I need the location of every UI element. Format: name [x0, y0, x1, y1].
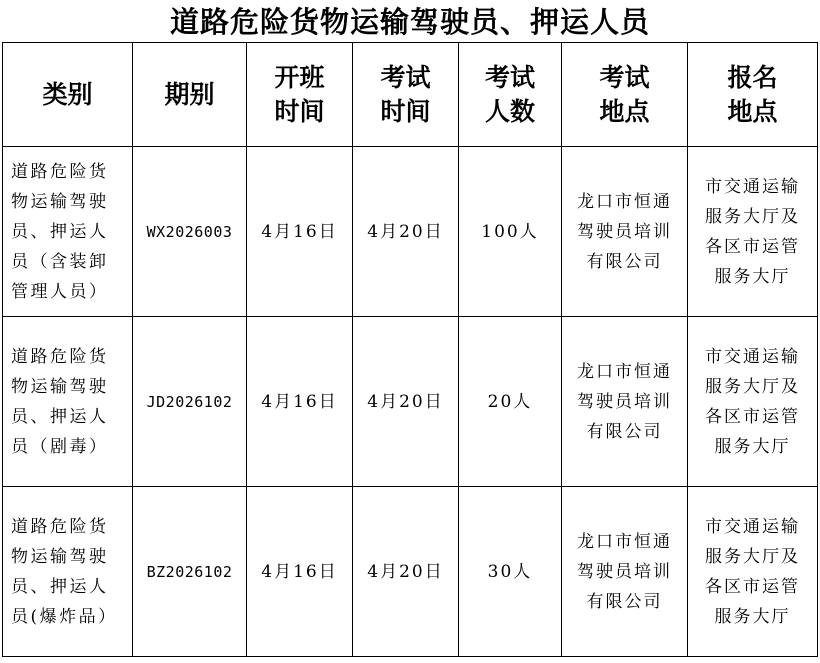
exam-count-cell: 100人	[459, 147, 562, 317]
period-cell: BZ2026102	[133, 487, 247, 657]
registration-place-cell: 市交通运输 服务大厅及 各区市运管 服务大厅	[688, 317, 818, 487]
start-time-cell: 4月16日	[247, 317, 353, 487]
table-row	[3, 147, 818, 317]
registration-place-cell: 市交通运输 服务大厅及 各区市运管 服务大厅	[688, 487, 818, 657]
page-title: 道路危险货物运输驾驶员、押运人员	[169, 5, 650, 39]
header-registration-place: 报名 地点	[688, 43, 818, 147]
exam-count-cell: 30人	[459, 487, 562, 657]
exam-place-cell: 龙口市恒通 驾驶员培训 有限公司	[562, 147, 688, 317]
table-row	[3, 487, 818, 657]
exam-count-cell: 20人	[459, 317, 562, 487]
category-cell: 道路危险货 物运输驾驶 员、押运人 员（含装卸 管理人员）	[3, 147, 133, 317]
exam-place-cell: 龙口市恒通 驾驶员培训 有限公司	[562, 317, 688, 487]
period-cell: WX2026003	[133, 147, 247, 317]
start-time-cell: 4月16日	[247, 487, 353, 657]
exam-time-cell: 4月20日	[353, 487, 459, 657]
exam-time-cell: 4月20日	[353, 317, 459, 487]
registration-place-cell: 市交通运输 服务大厅及 各区市运管 服务大厅	[688, 147, 818, 317]
header-start-time: 开班 时间	[247, 43, 353, 147]
header-row	[3, 43, 818, 147]
schedule-table	[2, 42, 818, 657]
header-exam-time: 考试 时间	[353, 43, 459, 147]
header-exam-count: 考试 人数	[459, 43, 562, 147]
header-category: 类别	[3, 43, 133, 147]
exam-place-cell: 龙口市恒通 驾驶员培训 有限公司	[562, 487, 688, 657]
table-row	[3, 317, 818, 487]
category-cell: 道路危险货 物运输驾驶 员、押运人 员(爆炸品）	[3, 487, 133, 657]
category-cell: 道路危险货 物运输驾驶 员、押运人 员（剧毒）	[3, 317, 133, 487]
header-period: 期别	[133, 43, 247, 147]
header-exam-place: 考试 地点	[562, 43, 688, 147]
exam-time-cell: 4月20日	[353, 147, 459, 317]
period-cell: JD2026102	[133, 317, 247, 487]
start-time-cell: 4月16日	[247, 147, 353, 317]
